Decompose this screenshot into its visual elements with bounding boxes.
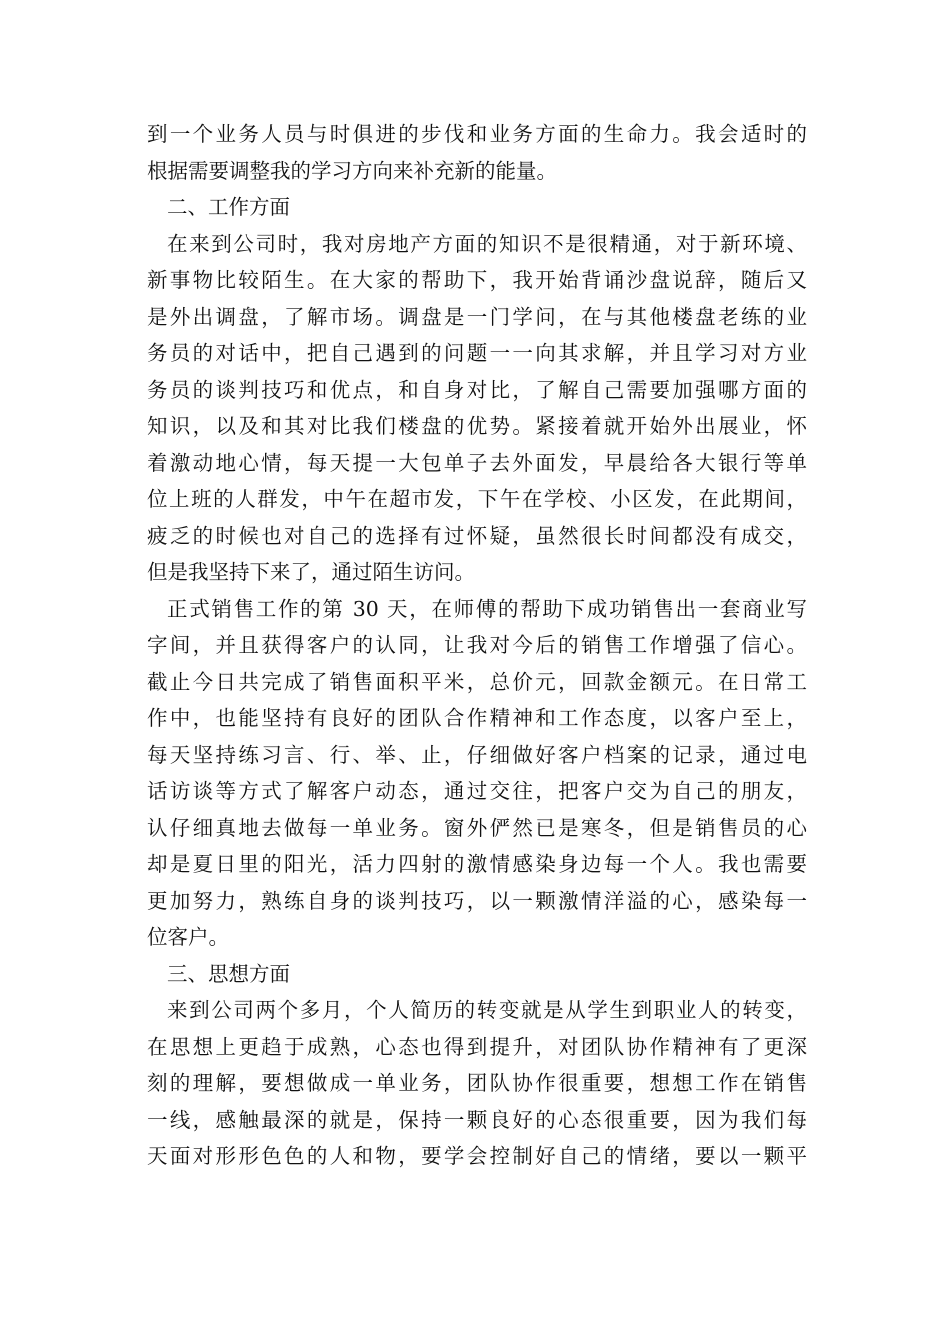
text-line: 在来到公司时，我对房地产方面的知识不是很精通，对于新环境、 — [167, 231, 807, 256]
text-line: 位客户。 — [147, 925, 229, 949]
text-line: 正式销售工作的第 30 天，在师傅的帮助下成功销售出一套商业写 — [167, 596, 807, 621]
text-line: 来到公司两个多月，个人简历的转变就是从学生到职业人的转变， — [167, 998, 807, 1022]
text-line: 认仔细真地去做每一单业务。窗外俨然已是寒冬，但是销售员的心 — [147, 815, 807, 840]
paragraph-continuation — [147, 116, 807, 189]
text-line: 新事物比较陌生。在大家的帮助下，我开始背诵沙盘说辞，随后又 — [147, 268, 807, 292]
text-line: 根据需要调整我的学习方向来补充新的能量。 — [147, 158, 557, 183]
text-line: 每天坚持练习言、行、举、止，仔细做好客户档案的记录，通过电 — [147, 742, 807, 767]
document-body — [147, 116, 807, 1175]
text-line: 字间，并且获得客户的认同，让我对今后的销售工作增强了信心。 — [147, 633, 807, 657]
text-line: 刻的理解，要想做成一单业务，团队协作很重要，想想工作在销售 — [147, 1071, 807, 1095]
text-line: 却是夏日里的阳光，活力四射的激情感染身边每一个人。我也需要 — [147, 852, 807, 876]
text-line: 话访谈等方式了解客户动态，通过交往，把客户交为自己的朋友， — [147, 779, 807, 803]
section-heading-thought: 三、思想方面 — [167, 961, 290, 986]
text-line: 作中，也能坚持有良好的团队合作精神和工作态度，以客户至上， — [147, 706, 807, 730]
paragraph-work-intro — [147, 226, 807, 591]
text-line: 知识，以及和其对比我们楼盘的优势。紧接着就开始外出展业，怀 — [147, 414, 807, 438]
text-line: 务员的对话中，把自己遇到的问题一一向其求解，并且学习对方业 — [147, 341, 807, 365]
text-line: 更加努力，熟练自身的谈判技巧，以一颗激情洋溢的心，感染每一 — [147, 888, 807, 913]
section-heading-work: 二、工作方面 — [167, 195, 290, 219]
text-line: 位上班的人群发，中午在超市发，下午在学校、小区发，在此期间， — [147, 487, 807, 511]
text-line: 到一个业务人员与时俱进的步伐和业务方面的生命力。我会适时的 — [147, 122, 807, 146]
paragraph-work-sales — [147, 591, 807, 956]
text-line: 着激动地心情，每天提一大包单子去外面发，早晨给各大银行等单 — [147, 450, 807, 475]
text-line: 疲乏的时候也对自己的选择有过怀疑，虽然很长时间都没有成交， — [147, 523, 807, 548]
text-line: 但是我坚持下来了，通过陌生访问。 — [147, 560, 475, 584]
text-line: 在思想上更趋于成熟，心态也得到提升，对团队协作精神有了更深 — [147, 1034, 807, 1059]
text-line: 务员的谈判技巧和优点，和自身对比，了解自己需要加强哪方面的 — [147, 377, 807, 402]
text-line: 是外出调盘，了解市场。调盘是一门学问，在与其他楼盘老练的业 — [147, 304, 807, 329]
paragraph-thought — [147, 992, 807, 1175]
text-line: 截止今日共完成了销售面积平米，总价元，回款金额元。在日常工 — [147, 669, 807, 694]
text-line: 一线，感触最深的就是，保持一颗良好的心态很重要，因为我们每 — [147, 1107, 807, 1132]
text-line: 天面对形形色色的人和物，要学会控制好自己的情绪，要以一颗平 — [147, 1144, 807, 1168]
